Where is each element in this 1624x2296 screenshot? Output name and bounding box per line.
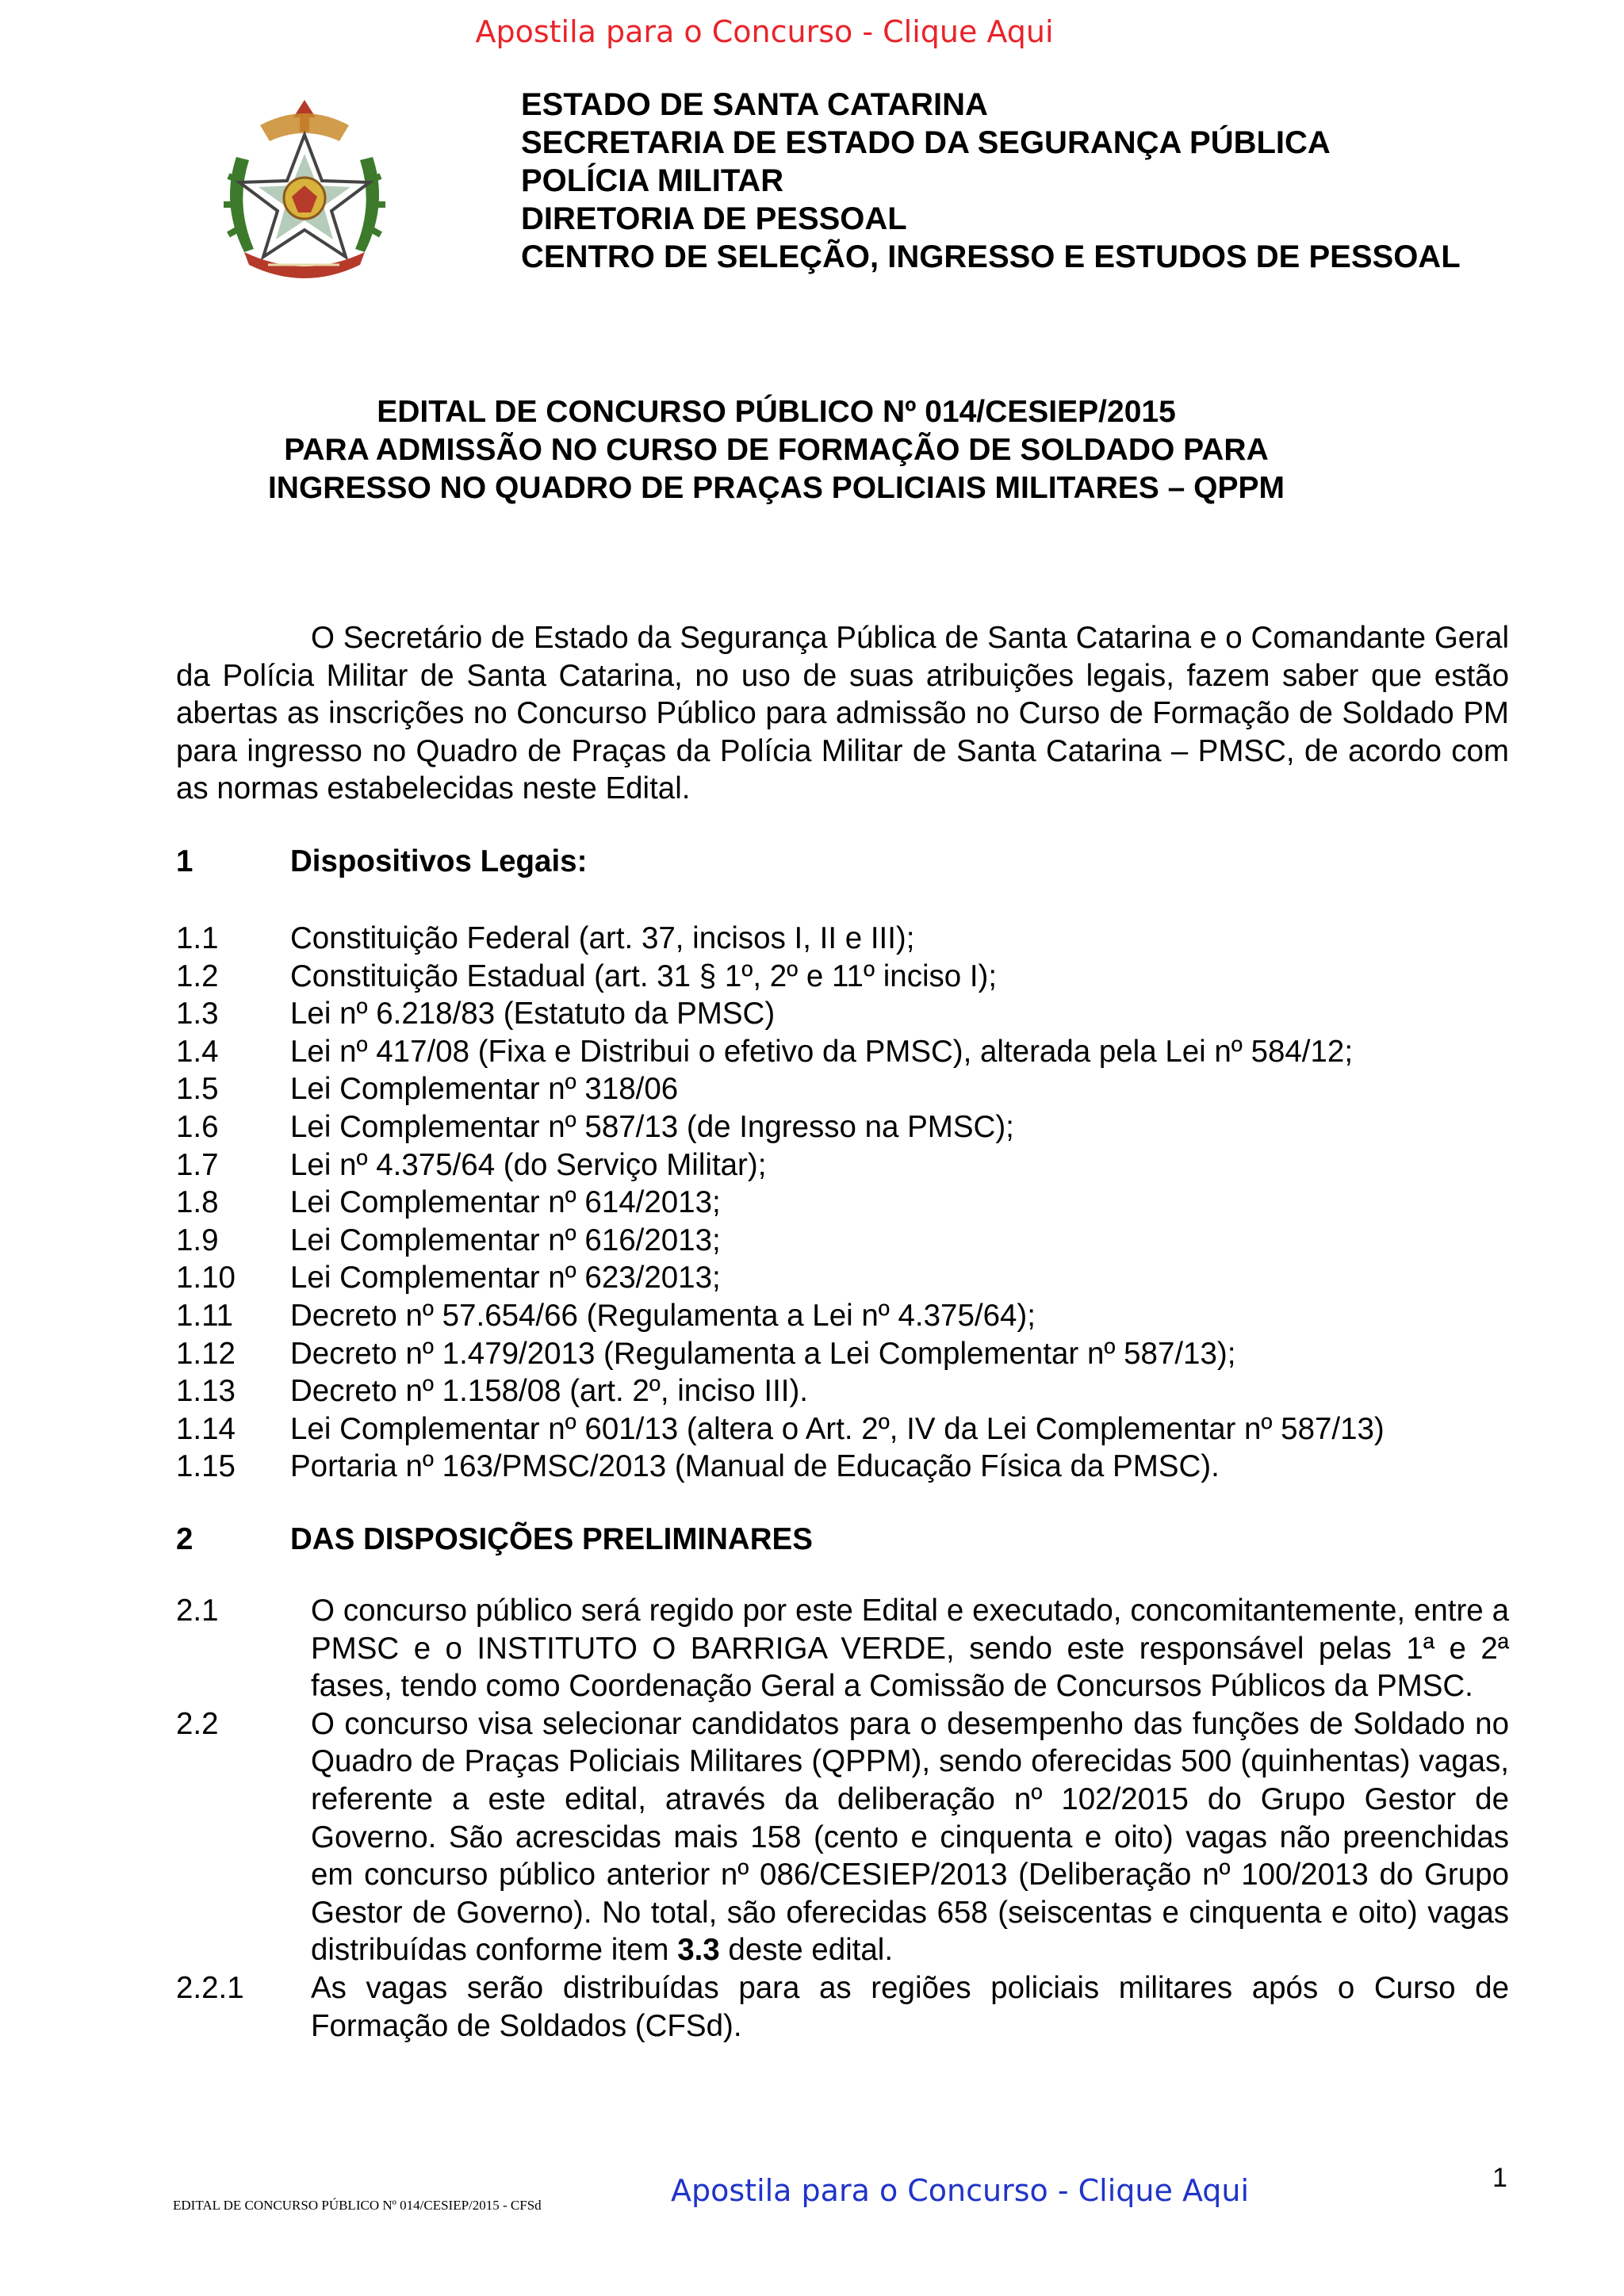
section-title: Dispositivos Legais: xyxy=(290,844,588,878)
top-advert-link-text: Apostila para o Concurso - Clique Aqui xyxy=(475,14,1054,49)
footer-advert-link[interactable]: Apostila para o Concurso - Clique Aqui xyxy=(671,2173,1250,2208)
item-text: Decreto nº 1.479/2013 (Regulamenta a Lei Complementar nº 587/13); xyxy=(290,1336,1236,1371)
section-number: 2 xyxy=(176,1522,193,1556)
issuing-authority-header xyxy=(521,86,1461,276)
item-text: Decreto nº 1.158/08 (art. 2º, inciso III). xyxy=(290,1374,808,1409)
list-item xyxy=(176,1448,1524,1486)
list-item xyxy=(176,1372,1524,1410)
item-number: 1.4 xyxy=(176,1034,219,1069)
item-number: 1.3 xyxy=(176,997,219,1031)
list-item xyxy=(176,995,1524,1033)
item-text: Lei Complementar nº 318/06 xyxy=(290,1072,679,1107)
item-number: 1.13 xyxy=(176,1374,236,1409)
page-number: 1 xyxy=(1492,2163,1507,2193)
list-item xyxy=(176,1108,1524,1146)
list-item xyxy=(176,920,1524,958)
item-number: 1.1 xyxy=(176,921,219,955)
intro-paragraph xyxy=(176,619,1509,808)
item-number: 1.12 xyxy=(176,1336,236,1371)
section-number: 1 xyxy=(176,844,193,878)
intro-text: O Secretário de Estado da Segurança Pública de Santa Catarina e o Comandante Geral da Polícia Militar de Santa Catarina, no uso de suas atribuições legais, fazem saber que estão abertas as inscrições no Concurso Público para admissão no Curso de Formação de Soldado PM para ingresso no Quadro de Praças da Polícia Militar de Santa Catarina – PMSC, de acordo com as normas estabelecidas neste Edital. xyxy=(176,621,1509,806)
item-text: Constituição Federal (art. 37, incisos I, II e III); xyxy=(290,921,915,955)
item-number: 2.2 xyxy=(176,1706,219,1741)
item-text: Decreto nº 57.654/66 (Regulamenta a Lei nº 4.375/64); xyxy=(290,1298,1036,1333)
item-text: Lei Complementar nº 601/13 (altera o Art. 2º, IV da Lei Complementar nº 587/13) xyxy=(290,1411,1385,1446)
preliminary-provisions-list xyxy=(176,1592,1509,2045)
item-number: 1.7 xyxy=(176,1147,219,1182)
list-item xyxy=(176,958,1524,996)
header-directorate: DIRETORIA DE PESSOAL xyxy=(521,201,907,236)
section-title: DAS DISPOSIÇÕES PRELIMINARES xyxy=(290,1522,813,1556)
item-number: 1.9 xyxy=(176,1223,219,1257)
title-line-3: INGRESSO NO QUADRO DE PRAÇAS POLICIAIS MILITARES – QPPM xyxy=(267,471,1285,505)
list-item xyxy=(176,1184,1524,1222)
item-number: 1.2 xyxy=(176,959,219,993)
header-center: CENTRO DE SELEÇÃO, INGRESSO E ESTUDOS DE PESSOAL xyxy=(521,239,1461,274)
title-line-1: EDITAL DE CONCURSO PÚBLICO Nº 014/CESIEP/2015 xyxy=(377,395,1176,429)
item-number: 1.5 xyxy=(176,1072,219,1107)
list-item xyxy=(176,1146,1524,1184)
item-number: 1.8 xyxy=(176,1185,219,1220)
item-text: As vagas serão distribuídas para as regiões policiais militares após o Curso de Formação de Soldados (CFSd). xyxy=(311,1970,1509,2043)
item-text: Lei Complementar nº 614/2013; xyxy=(290,1185,721,1220)
header-police: POLÍCIA MILITAR xyxy=(521,163,784,198)
item-text: Constituição Estadual (art. 31 § 1º, 2º e 11º inciso I); xyxy=(290,959,998,993)
item-text xyxy=(311,1705,1509,1969)
item-text: Lei nº 4.375/64 (do Serviço Militar); xyxy=(290,1147,767,1182)
item-text: Lei nº 417/08 (Fixa e Distribui o efetivo da PMSC), alterada pela Lei nº 584/12; xyxy=(290,1034,1354,1069)
list-item xyxy=(176,1259,1524,1297)
item-number: 2.2.1 xyxy=(176,1970,244,2005)
list-item xyxy=(176,1410,1524,1448)
list-item xyxy=(176,1222,1524,1260)
item-number: 1.6 xyxy=(176,1109,219,1144)
list-item xyxy=(176,1592,1509,1705)
list-item xyxy=(176,1033,1524,1071)
legal-provisions-list xyxy=(176,920,1524,1486)
header-state: ESTADO DE SANTA CATARINA xyxy=(521,87,988,122)
item-text: Lei Complementar nº 623/2013; xyxy=(290,1261,721,1295)
item-number: 1.15 xyxy=(176,1449,236,1484)
title-line-2: PARA ADMISSÃO NO CURSO DE FORMAÇÃO DE SOLDADO PARA xyxy=(284,433,1269,467)
item-text: Lei Complementar nº 616/2013; xyxy=(290,1223,721,1257)
state-coat-of-arms-emblem xyxy=(213,94,396,284)
item-number: 1.14 xyxy=(176,1411,236,1446)
item-text: Lei Complementar nº 587/13 (de Ingresso na PMSC); xyxy=(290,1109,1014,1144)
list-item xyxy=(176,1297,1524,1335)
item-number: 1.10 xyxy=(176,1261,236,1295)
item-reference: 3.3 xyxy=(677,1933,720,1968)
footer-document-reference: EDITAL DE CONCURSO PÚBLICO Nº 014/CESIEP/2015 - CFSd xyxy=(173,2198,542,2213)
list-item xyxy=(176,1705,1509,1969)
list-item xyxy=(176,1070,1524,1108)
item-text-part: deste edital. xyxy=(719,1933,894,1968)
item-text-part: O concurso visa selecionar candidatos para o desempenho das funções de Soldado no Quadro de Praças Policiais Militares (QPPM), sendo oferecidas 500 (quinhentas) vagas, referente a este edital, através da deliberação nº 102/2015 do Grupo Gestor de Governo. São acrescidas mais 158 (cento e cinquenta e oito) vagas não preenchidas em concurso público anterior nº 086/CESIEP/2013 (Deliberação nº 100/2013 do Grupo Gestor de Governo). No total, são oferecidas 658 (seiscentas e cinquenta e oito) vagas distribuídas conforme item xyxy=(311,1706,1509,1968)
item-text: Portaria nº 163/PMSC/2013 (Manual de Educação Física da PMSC). xyxy=(290,1449,1220,1484)
item-number: 1.11 xyxy=(176,1298,234,1333)
item-text: O concurso público será regido por este Edital e executado, concomitantemente, entre a PMSC e o INSTITUTO O BARRIGA VERDE, sendo este responsável pelas 1ª e 2ª fases, tendo como Coordenação Geral a Comissão de Concursos Públicos da PMSC. xyxy=(311,1594,1509,1704)
item-number: 2.1 xyxy=(176,1594,219,1628)
item-text: Lei nº 6.218/83 (Estatuto da PMSC) xyxy=(290,997,776,1031)
header-secretariat: SECRETARIA DE ESTADO DA SEGURANÇA PÚBLICA xyxy=(521,125,1331,160)
list-item xyxy=(176,1335,1524,1373)
top-advert-link[interactable] xyxy=(0,14,1624,49)
list-item xyxy=(176,1969,1509,2045)
document-title xyxy=(0,393,1624,507)
